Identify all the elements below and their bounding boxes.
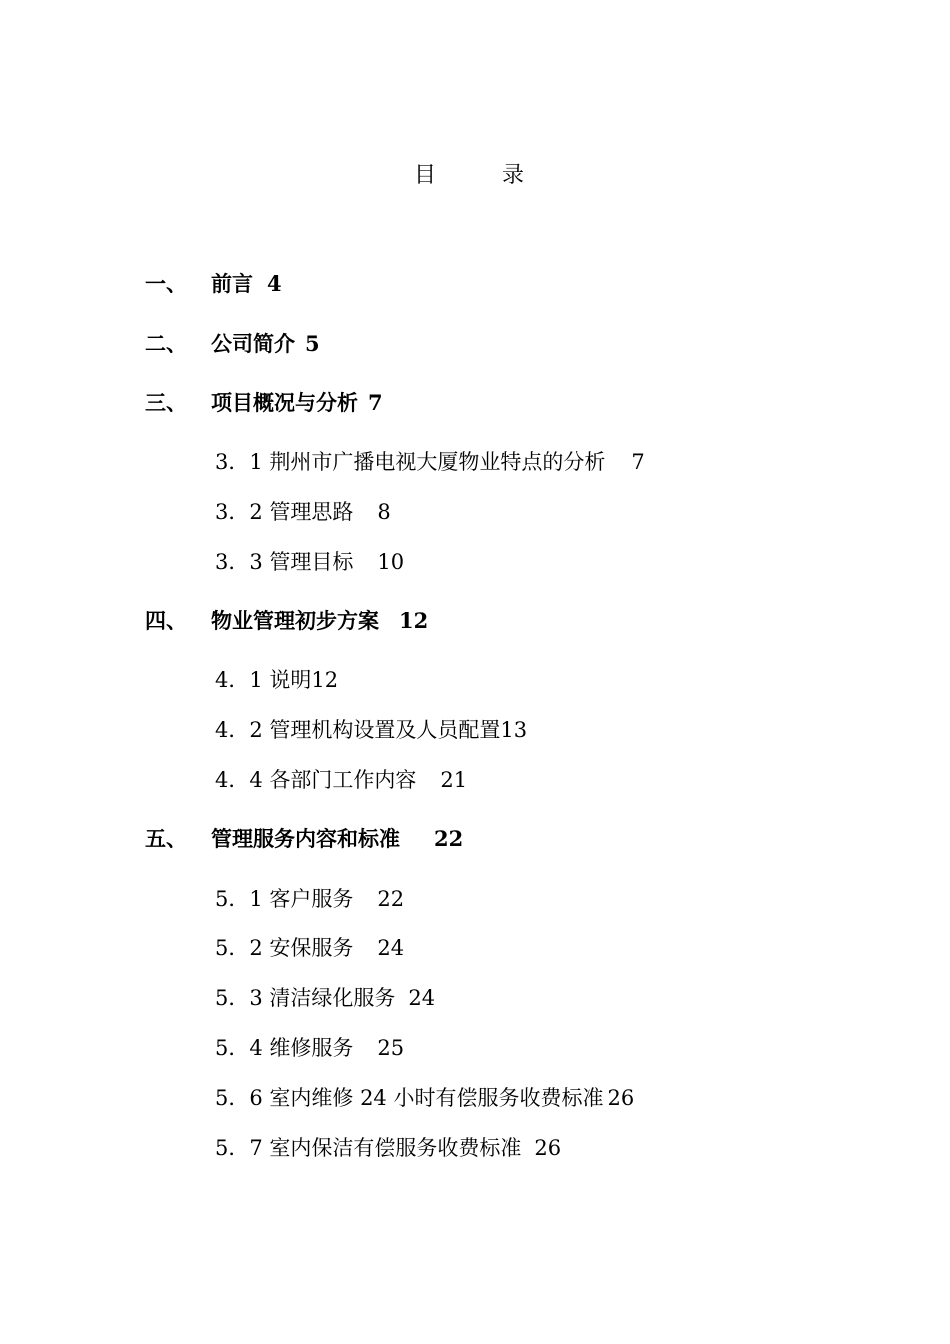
toc-entry-5-2[interactable] <box>215 933 404 963</box>
toc-page-number: 25 <box>377 1036 405 1060</box>
toc-page-number: 12 <box>399 608 429 633</box>
toc-title: 5．1 客户服务 <box>215 887 354 911</box>
toc-page-number: 22 <box>434 826 464 851</box>
toc-title: 4．4 各部门工作内容 <box>215 768 417 792</box>
toc-title: 5．4 维修服务 <box>215 1036 354 1060</box>
toc-number: 三、 <box>145 390 187 415</box>
toc-title: 3．1 荆州市广播电视大厦物业特点的分析 <box>215 450 606 474</box>
toc-number: 四、 <box>145 608 187 633</box>
toc-page-number: 24 <box>408 986 436 1010</box>
toc-page-number: 26 <box>534 1136 562 1160</box>
toc-number: 二、 <box>145 331 187 356</box>
toc-entry-1[interactable] <box>145 269 282 299</box>
toc-title: 项目概况与分析 <box>211 390 358 415</box>
toc-page-number: 4 <box>267 271 282 296</box>
toc-title: 3．3 管理目标 <box>215 550 354 574</box>
toc-title: 4．1 说明 <box>215 668 312 692</box>
toc-entry-4-4[interactable] <box>215 765 467 795</box>
toc-entry-3-3[interactable] <box>215 547 404 577</box>
toc-entry-3-1[interactable] <box>215 447 645 477</box>
toc-page-number: 5 <box>305 331 320 356</box>
toc-title: 5．7 室内保洁有偿服务收费标准 <box>215 1136 522 1160</box>
toc-page-number: 21 <box>440 768 468 792</box>
toc-title: 5．2 安保服务 <box>215 936 354 960</box>
toc-entry-5-6[interactable] <box>215 1083 634 1113</box>
toc-title: 5．3 清洁绿化服务 <box>215 986 396 1010</box>
toc-entry-4-1[interactable] <box>215 665 338 695</box>
toc-title: 4．2 管理机构设置及人员配置 <box>215 718 501 742</box>
toc-number: 五、 <box>145 826 187 851</box>
toc-page-number: 22 <box>377 887 405 911</box>
toc-entry-5[interactable] <box>145 824 463 854</box>
toc-entry-3-2[interactable] <box>215 497 391 527</box>
toc-entry-5-4[interactable] <box>215 1033 404 1063</box>
toc-entry-2[interactable] <box>145 329 320 359</box>
toc-page-number: 7 <box>368 390 383 415</box>
toc-page-number: 7 <box>631 450 645 474</box>
toc-entry-4-2[interactable] <box>215 715 527 745</box>
toc-entry-4[interactable] <box>145 606 428 636</box>
toc-page-number: 24 <box>377 936 405 960</box>
toc-title: 前言 <box>211 271 253 296</box>
toc-title: 3．2 管理思路 <box>215 500 354 524</box>
toc-page-number: 8 <box>377 500 391 524</box>
toc-page-number: 26 <box>607 1086 635 1110</box>
toc-entry-5-1[interactable] <box>215 884 404 914</box>
toc-title: 5．6 室内维修 24 小时有偿服务收费标准 <box>215 1086 604 1110</box>
toc-page-number: 13 <box>500 718 528 742</box>
toc-entry-3[interactable] <box>145 388 383 418</box>
toc-title: 管理服务内容和标准 <box>211 826 400 851</box>
toc-page-number: 12 <box>311 668 339 692</box>
page-title: 目 录 <box>413 163 546 188</box>
toc-number: 一、 <box>145 271 187 296</box>
toc-title: 物业管理初步方案 <box>211 608 379 633</box>
toc-title: 公司简介 <box>211 331 295 356</box>
toc-entry-5-3[interactable] <box>215 983 435 1013</box>
toc-page-number: 10 <box>377 550 405 574</box>
toc-entry-5-7[interactable] <box>215 1133 561 1163</box>
